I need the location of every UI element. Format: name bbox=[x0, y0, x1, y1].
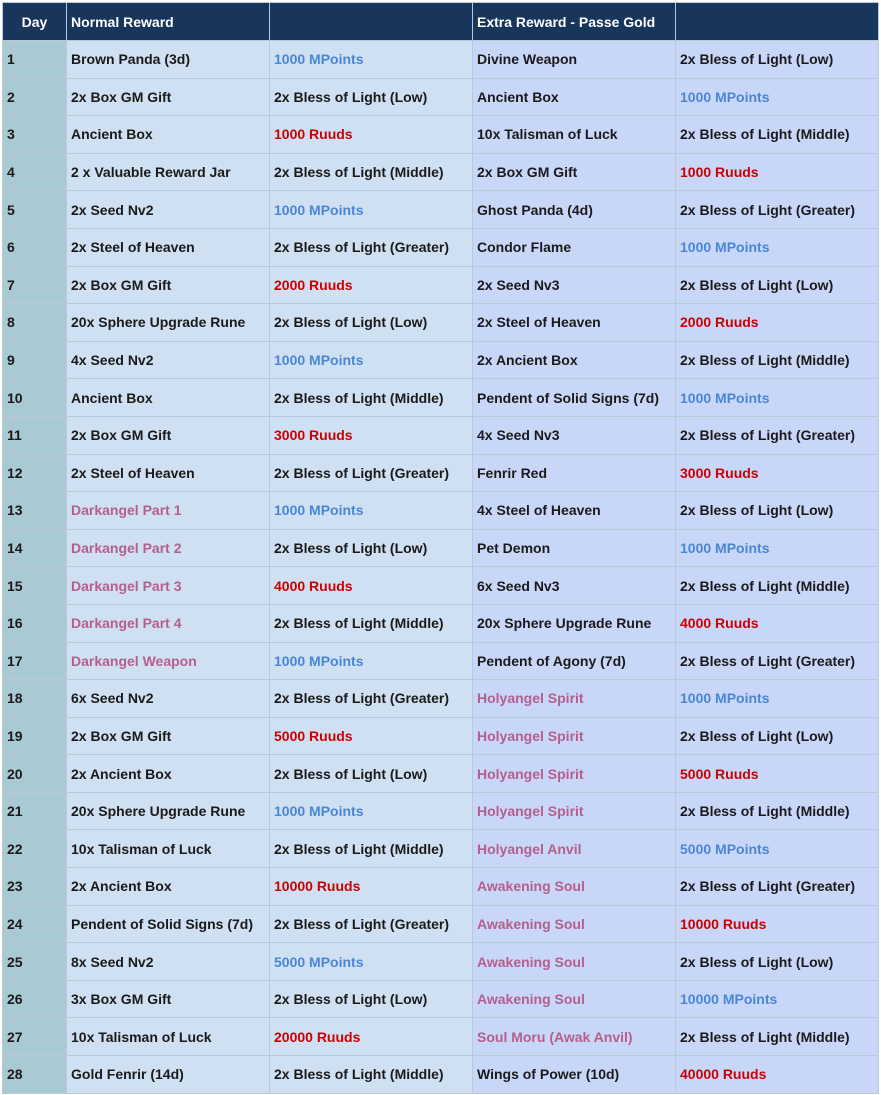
normal-reward-item: Ancient Box bbox=[67, 116, 270, 154]
table-row bbox=[3, 153, 879, 191]
normal-reward-item: Darkangel Weapon bbox=[67, 642, 270, 680]
normal-reward-bonus: 5000 MPoints bbox=[270, 943, 473, 981]
normal-reward-item: Darkangel Part 4 bbox=[67, 604, 270, 642]
extra-reward-bonus: 5000 MPoints bbox=[676, 830, 879, 868]
day-cell: 6 bbox=[3, 228, 67, 266]
table-row bbox=[3, 116, 879, 154]
extra-reward-item: Wings of Power (10d) bbox=[473, 1056, 676, 1094]
extra-reward-bonus: 2x Bless of Light (Greater) bbox=[676, 642, 879, 680]
normal-reward-item: Ancient Box bbox=[67, 379, 270, 417]
normal-reward-bonus: 2x Bless of Light (Middle) bbox=[270, 379, 473, 417]
day-cell: 8 bbox=[3, 304, 67, 342]
day-cell: 11 bbox=[3, 416, 67, 454]
extra-reward-bonus: 1000 MPoints bbox=[676, 78, 879, 116]
extra-reward-bonus: 10000 MPoints bbox=[676, 980, 879, 1018]
header-row bbox=[3, 3, 879, 41]
normal-reward-bonus: 2x Bless of Light (Low) bbox=[270, 755, 473, 793]
extra-reward-item: Holyangel Spirit bbox=[473, 680, 676, 718]
extra-reward-bonus: 2x Bless of Light (Greater) bbox=[676, 868, 879, 906]
extra-reward-item: Awakening Soul bbox=[473, 905, 676, 943]
table-header bbox=[3, 3, 879, 41]
normal-reward-bonus: 1000 MPoints bbox=[270, 492, 473, 530]
normal-reward-bonus: 1000 MPoints bbox=[270, 792, 473, 830]
extra-reward-item: 4x Seed Nv3 bbox=[473, 416, 676, 454]
extra-reward-item: Holyangel Spirit bbox=[473, 755, 676, 793]
extra-reward-bonus: 2x Bless of Light (Middle) bbox=[676, 567, 879, 605]
extra-reward-bonus: 1000 MPoints bbox=[676, 228, 879, 266]
extra-reward-bonus: 2x Bless of Light (Low) bbox=[676, 943, 879, 981]
table-row bbox=[3, 341, 879, 379]
extra-reward-bonus: 2x Bless of Light (Middle) bbox=[676, 792, 879, 830]
normal-reward-item: Gold Fenrir (14d) bbox=[67, 1056, 270, 1094]
table-row bbox=[3, 905, 879, 943]
extra-reward-bonus: 1000 MPoints bbox=[676, 680, 879, 718]
table-row bbox=[3, 943, 879, 981]
normal-reward-item: 2x Box GM Gift bbox=[67, 78, 270, 116]
day-cell: 10 bbox=[3, 379, 67, 417]
day-cell: 26 bbox=[3, 980, 67, 1018]
day-cell: 23 bbox=[3, 868, 67, 906]
day-cell: 28 bbox=[3, 1056, 67, 1094]
extra-reward-bonus: 1000 MPoints bbox=[676, 529, 879, 567]
normal-reward-item: Pendent of Solid Signs (7d) bbox=[67, 905, 270, 943]
normal-reward-bonus: 2x Bless of Light (Middle) bbox=[270, 1056, 473, 1094]
normal-reward-bonus: 20000 Ruuds bbox=[270, 1018, 473, 1056]
normal-reward-bonus: 1000 MPoints bbox=[270, 341, 473, 379]
normal-reward-item: Darkangel Part 1 bbox=[67, 492, 270, 530]
day-cell: 24 bbox=[3, 905, 67, 943]
normal-reward-item: 10x Talisman of Luck bbox=[67, 830, 270, 868]
normal-reward-bonus: 2x Bless of Light (Low) bbox=[270, 304, 473, 342]
day-cell: 17 bbox=[3, 642, 67, 680]
table-row bbox=[3, 41, 879, 79]
table-row bbox=[3, 1018, 879, 1056]
day-cell: 1 bbox=[3, 41, 67, 79]
normal-reward-item: 2x Ancient Box bbox=[67, 868, 270, 906]
day-cell: 14 bbox=[3, 529, 67, 567]
extra-reward-item: Ancient Box bbox=[473, 78, 676, 116]
header-day: Day bbox=[3, 3, 67, 41]
normal-reward-bonus: 2x Bless of Light (Middle) bbox=[270, 604, 473, 642]
day-cell: 2 bbox=[3, 78, 67, 116]
extra-reward-item: Pet Demon bbox=[473, 529, 676, 567]
header-extra-reward-2 bbox=[676, 3, 879, 41]
table-row bbox=[3, 792, 879, 830]
extra-reward-item: 4x Steel of Heaven bbox=[473, 492, 676, 530]
normal-reward-bonus: 2000 Ruuds bbox=[270, 266, 473, 304]
extra-reward-item: Pendent of Solid Signs (7d) bbox=[473, 379, 676, 417]
day-cell: 3 bbox=[3, 116, 67, 154]
normal-reward-item: 2x Ancient Box bbox=[67, 755, 270, 793]
header-normal-reward-2 bbox=[270, 3, 473, 41]
day-cell: 12 bbox=[3, 454, 67, 492]
normal-reward-item: 2x Box GM Gift bbox=[67, 416, 270, 454]
day-cell: 16 bbox=[3, 604, 67, 642]
extra-reward-item: Awakening Soul bbox=[473, 868, 676, 906]
extra-reward-bonus: 1000 Ruuds bbox=[676, 153, 879, 191]
normal-reward-item: Darkangel Part 2 bbox=[67, 529, 270, 567]
normal-reward-item: 2x Steel of Heaven bbox=[67, 228, 270, 266]
normal-reward-item: 2x Steel of Heaven bbox=[67, 454, 270, 492]
table-row bbox=[3, 642, 879, 680]
table-row bbox=[3, 717, 879, 755]
extra-reward-item: 2x Ancient Box bbox=[473, 341, 676, 379]
day-cell: 7 bbox=[3, 266, 67, 304]
extra-reward-bonus: 2x Bless of Light (Middle) bbox=[676, 1018, 879, 1056]
extra-reward-item: Awakening Soul bbox=[473, 943, 676, 981]
normal-reward-item: 2 x Valuable Reward Jar bbox=[67, 153, 270, 191]
extra-reward-item: Awakening Soul bbox=[473, 980, 676, 1018]
day-cell: 21 bbox=[3, 792, 67, 830]
extra-reward-item: Soul Moru (Awak Anvil) bbox=[473, 1018, 676, 1056]
extra-reward-item: Condor Flame bbox=[473, 228, 676, 266]
table-row bbox=[3, 755, 879, 793]
table-row bbox=[3, 1056, 879, 1094]
extra-reward-item: Pendent of Agony (7d) bbox=[473, 642, 676, 680]
day-cell: 19 bbox=[3, 717, 67, 755]
extra-reward-bonus: 2x Bless of Light (Middle) bbox=[676, 116, 879, 154]
extra-reward-item: 10x Talisman of Luck bbox=[473, 116, 676, 154]
extra-reward-item: Ghost Panda (4d) bbox=[473, 191, 676, 229]
normal-reward-bonus: 4000 Ruuds bbox=[270, 567, 473, 605]
extra-reward-item: 6x Seed Nv3 bbox=[473, 567, 676, 605]
extra-reward-bonus: 4000 Ruuds bbox=[676, 604, 879, 642]
day-cell: 27 bbox=[3, 1018, 67, 1056]
table-row bbox=[3, 379, 879, 417]
normal-reward-bonus: 3000 Ruuds bbox=[270, 416, 473, 454]
table-row bbox=[3, 868, 879, 906]
extra-reward-item: 20x Sphere Upgrade Rune bbox=[473, 604, 676, 642]
table-row bbox=[3, 454, 879, 492]
normal-reward-item: 6x Seed Nv2 bbox=[67, 680, 270, 718]
table-body bbox=[3, 41, 879, 1094]
table-row bbox=[3, 680, 879, 718]
extra-reward-bonus: 40000 Ruuds bbox=[676, 1056, 879, 1094]
extra-reward-item: 2x Steel of Heaven bbox=[473, 304, 676, 342]
extra-reward-bonus: 2x Bless of Light (Greater) bbox=[676, 191, 879, 229]
normal-reward-bonus: 1000 MPoints bbox=[270, 191, 473, 229]
extra-reward-item: 2x Box GM Gift bbox=[473, 153, 676, 191]
extra-reward-bonus: 2x Bless of Light (Greater) bbox=[676, 416, 879, 454]
normal-reward-item: 3x Box GM Gift bbox=[67, 980, 270, 1018]
table-row bbox=[3, 830, 879, 868]
table-row bbox=[3, 266, 879, 304]
table-row bbox=[3, 492, 879, 530]
table-row bbox=[3, 416, 879, 454]
table-row bbox=[3, 980, 879, 1018]
normal-reward-bonus: 10000 Ruuds bbox=[270, 868, 473, 906]
extra-reward-item: Holyangel Spirit bbox=[473, 717, 676, 755]
normal-reward-item: 20x Sphere Upgrade Rune bbox=[67, 304, 270, 342]
day-cell: 9 bbox=[3, 341, 67, 379]
extra-reward-bonus: 2000 Ruuds bbox=[676, 304, 879, 342]
extra-reward-item: 2x Seed Nv3 bbox=[473, 266, 676, 304]
normal-reward-bonus: 1000 MPoints bbox=[270, 642, 473, 680]
normal-reward-item: 2x Box GM Gift bbox=[67, 266, 270, 304]
day-cell: 13 bbox=[3, 492, 67, 530]
normal-reward-bonus: 1000 Ruuds bbox=[270, 116, 473, 154]
normal-reward-bonus: 2x Bless of Light (Low) bbox=[270, 529, 473, 567]
extra-reward-bonus: 2x Bless of Light (Middle) bbox=[676, 341, 879, 379]
normal-reward-item: 4x Seed Nv2 bbox=[67, 341, 270, 379]
normal-reward-item: 8x Seed Nv2 bbox=[67, 943, 270, 981]
normal-reward-bonus: 2x Bless of Light (Low) bbox=[270, 980, 473, 1018]
extra-reward-bonus: 3000 Ruuds bbox=[676, 454, 879, 492]
day-cell: 18 bbox=[3, 680, 67, 718]
day-cell: 20 bbox=[3, 755, 67, 793]
normal-reward-bonus: 2x Bless of Light (Greater) bbox=[270, 228, 473, 266]
extra-reward-item: Divine Weapon bbox=[473, 41, 676, 79]
table-row bbox=[3, 529, 879, 567]
day-cell: 5 bbox=[3, 191, 67, 229]
table-row bbox=[3, 78, 879, 116]
normal-reward-bonus: 5000 Ruuds bbox=[270, 717, 473, 755]
normal-reward-bonus: 2x Bless of Light (Low) bbox=[270, 78, 473, 116]
normal-reward-bonus: 1000 MPoints bbox=[270, 41, 473, 79]
extra-reward-item: Fenrir Red bbox=[473, 454, 676, 492]
normal-reward-bonus: 2x Bless of Light (Greater) bbox=[270, 905, 473, 943]
table-row bbox=[3, 228, 879, 266]
extra-reward-item: Holyangel Anvil bbox=[473, 830, 676, 868]
table-row bbox=[3, 191, 879, 229]
day-cell: 22 bbox=[3, 830, 67, 868]
normal-reward-bonus: 2x Bless of Light (Middle) bbox=[270, 153, 473, 191]
normal-reward-item: 2x Box GM Gift bbox=[67, 717, 270, 755]
rewards-table bbox=[2, 2, 879, 1094]
normal-reward-item: Darkangel Part 3 bbox=[67, 567, 270, 605]
day-cell: 4 bbox=[3, 153, 67, 191]
extra-reward-bonus: 2x Bless of Light (Low) bbox=[676, 492, 879, 530]
normal-reward-bonus: 2x Bless of Light (Greater) bbox=[270, 680, 473, 718]
table-row bbox=[3, 604, 879, 642]
normal-reward-item: 10x Talisman of Luck bbox=[67, 1018, 270, 1056]
day-cell: 15 bbox=[3, 567, 67, 605]
normal-reward-bonus: 2x Bless of Light (Middle) bbox=[270, 830, 473, 868]
normal-reward-bonus: 2x Bless of Light (Greater) bbox=[270, 454, 473, 492]
extra-reward-bonus: 10000 Ruuds bbox=[676, 905, 879, 943]
table-row bbox=[3, 567, 879, 605]
extra-reward-bonus: 2x Bless of Light (Low) bbox=[676, 41, 879, 79]
header-normal-reward: Normal Reward bbox=[67, 3, 270, 41]
extra-reward-item: Holyangel Spirit bbox=[473, 792, 676, 830]
day-cell: 25 bbox=[3, 943, 67, 981]
normal-reward-item: 20x Sphere Upgrade Rune bbox=[67, 792, 270, 830]
normal-reward-item: 2x Seed Nv2 bbox=[67, 191, 270, 229]
extra-reward-bonus: 2x Bless of Light (Low) bbox=[676, 266, 879, 304]
extra-reward-bonus: 2x Bless of Light (Low) bbox=[676, 717, 879, 755]
extra-reward-bonus: 1000 MPoints bbox=[676, 379, 879, 417]
normal-reward-item: Brown Panda (3d) bbox=[67, 41, 270, 79]
header-extra-reward: Extra Reward - Passe Gold bbox=[473, 3, 676, 41]
extra-reward-bonus: 5000 Ruuds bbox=[676, 755, 879, 793]
table-row bbox=[3, 304, 879, 342]
